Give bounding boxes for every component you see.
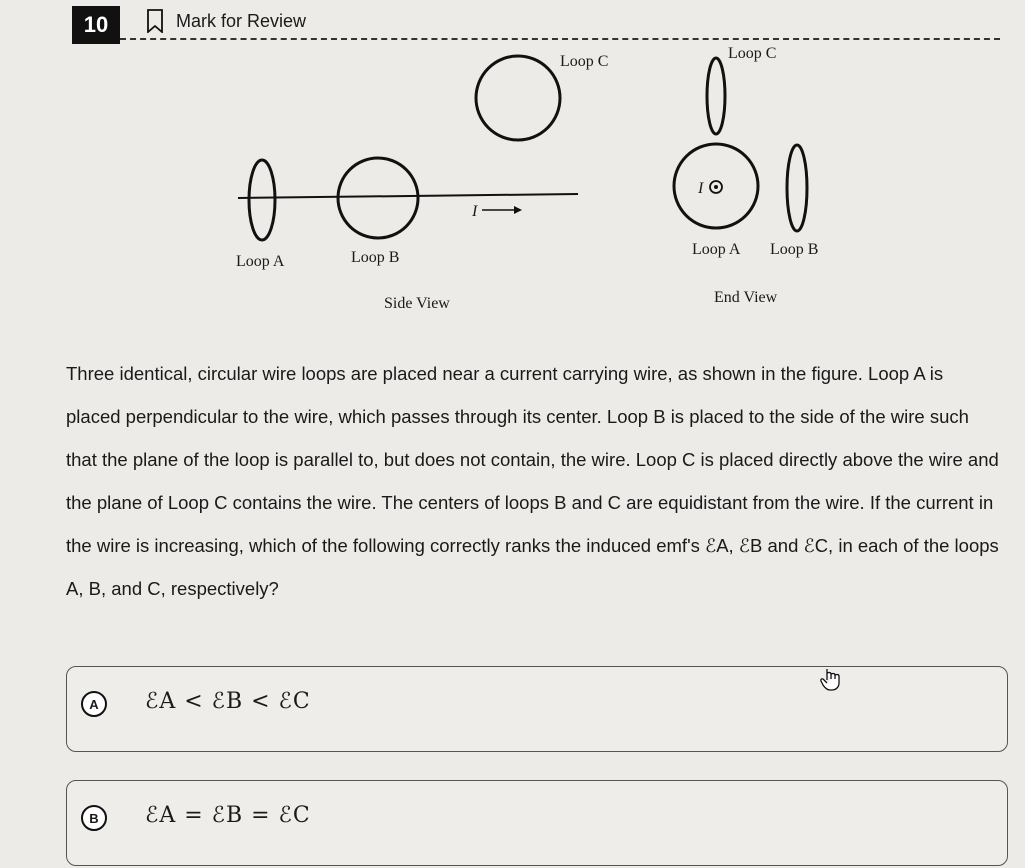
current-dot [714, 185, 718, 189]
end-view-caption: End View [714, 289, 778, 306]
loops-diagram [0, 46, 1025, 326]
end-loop-c-label: Loop C [728, 46, 777, 62]
end-current-label: I [698, 180, 704, 197]
side-wire [238, 194, 578, 198]
choice-text-a: ℰA < ℰB < ℰC [145, 689, 311, 714]
bookmark-icon [146, 9, 164, 33]
hand-pointer-icon [818, 666, 844, 692]
end-loop-b [787, 145, 807, 231]
side-loop-b [338, 158, 418, 238]
question-figure [0, 46, 1025, 326]
side-loop-c-label: Loop C [560, 53, 609, 70]
answer-choice-b[interactable] [66, 780, 1008, 866]
end-loop-a-label: Loop A [692, 241, 741, 258]
choice-letter-a: A [81, 691, 107, 717]
side-view-caption: Side View [384, 295, 450, 312]
header-divider [120, 38, 1000, 40]
choice-letter-b: B [81, 805, 107, 831]
side-loop-b-label: Loop B [351, 249, 400, 266]
side-loop-c [476, 56, 560, 140]
answer-choice-a[interactable] [66, 666, 1008, 752]
question-text: Three identical, circular wire loops are placed near a current carrying wire, as shown in the figure. Loop A is placed perpendicular to the wire, which passes through its center. Loop B is placed to the side of the wire such that the plane of the loop is parallel to, but does not contain, the wire. Loop C is placed directly above the wire and the plane of Loop C contains the wire. The centers of loops B and C are equidistant from the wire. If the current in the wire is increasing, which of the following correctly ranks the induced emf's ℰA, ℰB and ℰC, in each of the loops A, B, and C, respectively? [66, 363, 999, 599]
mark-for-review-button[interactable] [146, 6, 306, 36]
mark-for-review-label: Mark for Review [176, 10, 307, 31]
end-loop-c [707, 58, 725, 134]
question-header [0, 0, 1025, 46]
choice-text-b: ℰA = ℰB = ℰC [145, 803, 311, 828]
current-arrowhead [514, 206, 522, 214]
current-label: I [472, 203, 478, 220]
question-number: 10 [72, 6, 120, 44]
end-loop-b-label: Loop B [770, 241, 819, 258]
side-loop-a-label: Loop A [236, 253, 285, 270]
side-loop-a [249, 160, 275, 240]
